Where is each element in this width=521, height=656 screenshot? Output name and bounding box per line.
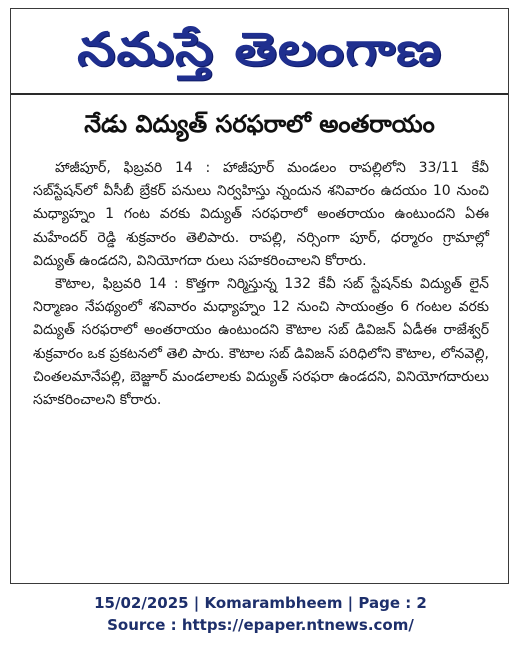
article-paragraph-2: కౌటాల, ఫిబ్రవరి 14 : కొత్తగా నిర్మిస్తున్న 132 కేవీ సబ్ స్టేషన్‌కు విద్యుత్ లైన్ నిర్మాణం నేపథ్యంలో శనివారం మధ్యాహ్నం 12 నుంచి సాయంత్రం 6 గంటల వరకు విద్యుత్ సరఫరాలో అంతరాయం ఉంటుందని కౌటాల సబ్ డివిజన్ ఏడీఈ రాజేశ్వర్ శుక్రవారం ఒక ప్రకటనలో తెలి పారు. కౌటాల సబ్ డివిజన్ పరిధిలోని కౌటాల, లోనవెల్లి, చింతలమానేపల్లి, బెజ్జూర్ మండలాలకు విద్యుత్ సరఫరా ఉండదని, వినియోగదారులు సహకరించాలని కోరారు. [33,276,489,409]
newspaper-clipping [10,8,509,584]
source-link[interactable]: Source : https://epaper.ntnews.com/ [107,616,414,634]
source-footer [0,592,521,636]
masthead [11,13,508,85]
article-paragraph-1: హాజీపూర్, ఫిబ్రవరి 14 : హాజీపూర్ మండలం రాపల్లిలోని 33/11 కేవీ సబ్‌స్టేషన్‌లో వీసీబీ బ్రేకర్ పనులు నిర్వహిస్తు న్నందున శనివారం ఉదయం 10 నుంచి మధ్యాహ్నం 1 గంట వరకు విద్యుత్ సరఫరాలో అంతరాయం ఉంటుందని ఏఈ మహేందర్ రెడ్డి శుక్రవారం తెలిపారు. రాపల్లి, నర్సింగా పూర్, ధర్మారం గ్రామాల్లో విద్యుత్ ఉండదని, వినియోగదా రులు సహకరించాలని కోరారు. [33,160,489,269]
article-headline: నేడు విద్యుత్ సరఫరాలో అంతరాయం [84,110,435,138]
masthead-divider [11,93,508,95]
edition-info: 15/02/2025 | Komarambheem | Page : 2 [94,594,427,612]
article-body [33,157,489,412]
newspaper-logo: నమస్తే తెలంగాణ [76,22,443,76]
